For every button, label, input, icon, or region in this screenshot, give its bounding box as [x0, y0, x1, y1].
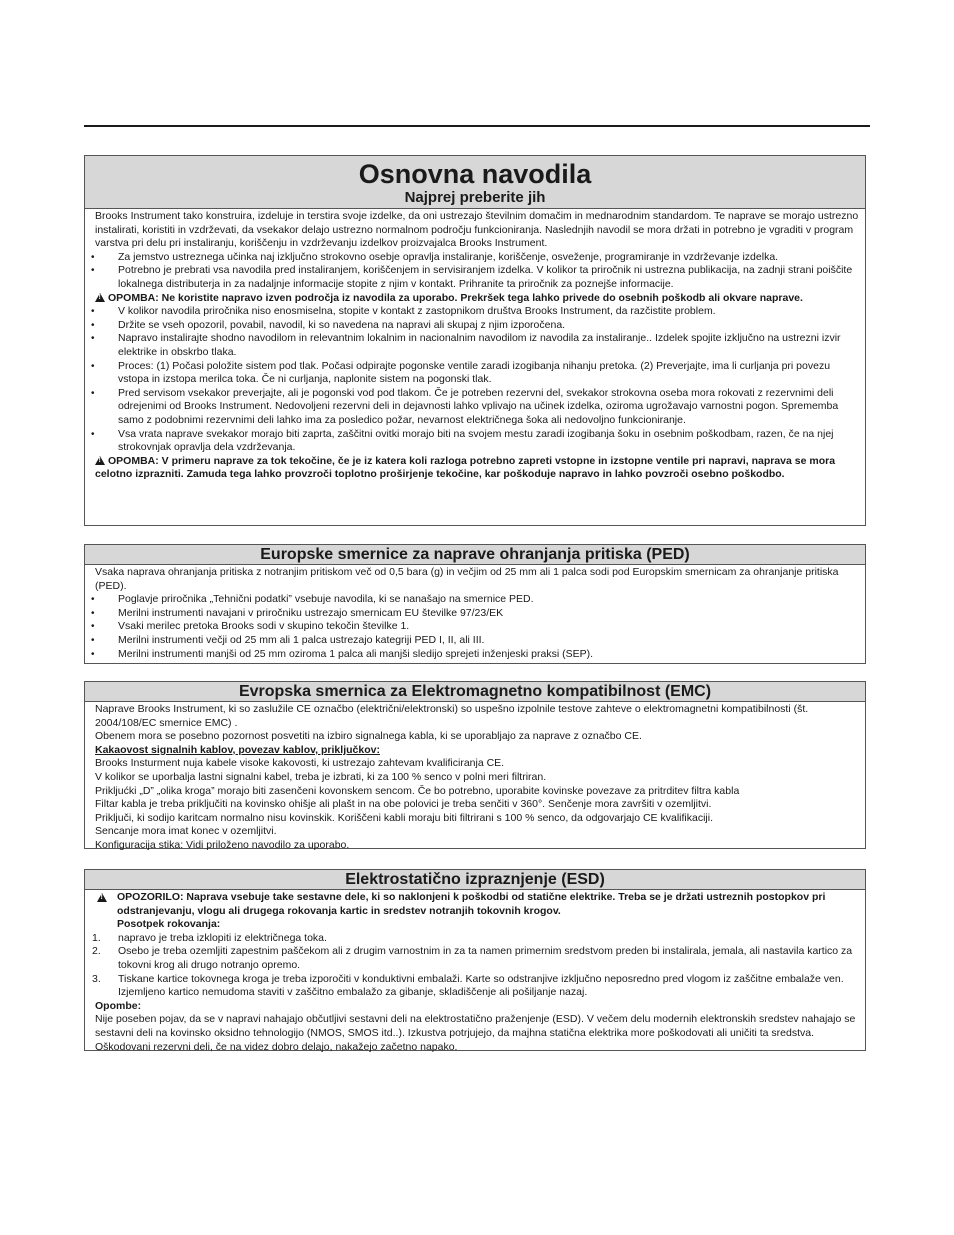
emc-box — [84, 681, 866, 849]
list-item: • Merilni instrumenti manjši od 25 mm oziroma 1 palca ali manjši sledijo sprejeti inženjeski praksi (SEP). — [91, 647, 594, 660]
page-subtitle: Najprej preberite jih — [404, 189, 546, 206]
list-item: 1. napravo je treba izklopiti iz električnega toka. — [92, 931, 327, 944]
warning-triangle-icon — [95, 456, 105, 465]
esd-title: Elektrostatično izpraznjenje (ESD) — [345, 871, 605, 888]
list-item: • Napravo instalirajte shodno navodilom in relevantnim lokalnim in nacionalnim navodilom iz navodila za instaliranje.. Izdelek spojite izključno na ustrezni izvir elektrike in obskrbo tlaka. — [91, 332, 841, 358]
warning-triangle-icon — [95, 293, 105, 302]
list-item: • Poglavje priročnika „Tehnični podatki” vsebuje navodila, ki se nanašajo na smernice PED. — [91, 593, 534, 606]
list-item: • Proces: (1) Počasi položite sistem pod tlak. Počasi odpirajte pogonske ventile zaradi izogibanja nihanju pretoka. (2) Preverjajte, ima li curljanja pri povezu vstopa in izstopa merilca toka. Če ni curljanja, naplonite sistem na pogonski tlak. — [91, 359, 831, 386]
emc-line: Priključi, ki sodijo karitcam normalno nisu kovinskik. Koriščeni kabli moraju biti filtrirani s 100 % senco, da odgovarjajo CE kvalifikaciji. — [95, 811, 713, 824]
emc-header — [85, 682, 865, 702]
esd-box — [84, 869, 866, 1051]
basic-instructions-body — [85, 209, 865, 484]
list-item: 3. Tiskane kartice tokovnega kroga je treba izporočiti v konduktivni embalaži. Karte so odstranjive izključno neposredno pred vlogom iz zaščitne embalaže ven. Izjemljeno kartico nemudoma staviti v zaščitno embalažo za gibanje, skladiščenje ali pošiljanje nazaj. — [92, 972, 844, 999]
note-caution-2: !OPOMBA: V primeru naprave za tok tekočine, če je iz katera koli razloga potrebno zapreti vstopne in izstopne ventile pri napravi, naprava se mora celotno izprazniti. Zamuda tega lahko provzroči toplotno proširjenje tekočine, kar poškoduje napravo in lahko povzroči osebno poškodbo. — [85, 455, 865, 482]
bullet-icon: • — [91, 306, 95, 318]
esd-procedure-label: Posotpek rokovanja: — [117, 918, 221, 931]
bullet-icon: • — [91, 594, 95, 606]
bullet-icon: • — [91, 634, 95, 646]
list-item: • Držite se vseh opozoril, povabil, navodil, ki so navedena na napravi ali skupaj z njim izporočena. — [91, 318, 566, 331]
emc-line: Filtar kabla je treba priključiti na kovinsko ohišje ali plašt in na obe polovici je treba senčiti v 360°. Senčenje mora završiti v ozemljitvi. — [95, 798, 712, 811]
esd-header — [85, 870, 865, 890]
bullet-icon: • — [91, 319, 95, 331]
ped-intro: Vsaka naprava ohranjanja pritiska z notranjim pritiskom več od 0,5 bara (g) in večjim od 25 mm ali 1 palca sodi pod Europskim smernicam za ohranjanje pritiska (PED). — [95, 566, 839, 592]
basic-intro: Brooks Instrument tako konstruira, izdeluje in terstira svoje izdelke, da oni ustrezajo številnim domačim in mednarodnim standardom. Te naprave se morajo ustrezno instalirati, koristiti in vzdrževati, da vsekakor delajo ustrezno normalnom področju funkcioniranja. Naslednjih navodil se mora držati in potrebno je vgraditi v program varstva pri delu pri instaliranju, koriščenju in vzdrževanju izdelkov proizvajalca Brooks Instrument. — [95, 210, 859, 250]
emc-title: Evropska smernica za Elektromagnetno kompatibilnost (EMC) — [238, 683, 712, 700]
emc-line: Brooks Insturment nuja kabele visoke kakovosti, ki ustrezajo zahtevam kvalificiranja CE. — [95, 757, 505, 770]
list-item: • V kolikor navodila priročnika niso enosmiselna, stopite v kontakt z zastopnikom društva Brooks Instrument, da razčistite problem. — [91, 305, 716, 318]
bullet-icon: • — [91, 251, 95, 263]
top-rule — [84, 125, 870, 127]
list-item: • Vsaki merilec pretoka Brooks sodi v skupino tekočin številke 1. — [91, 620, 410, 633]
esd-body — [85, 890, 865, 1056]
emc-line: Konfiguracija stika: Vidi priloženo navodilo za uporabo. — [95, 838, 350, 851]
emc-line: Prikljućki „D” „olika kroga” morajo biti zasenčeni kovonskem sencom. Če bo potrebno, uporabite kovinske povezave za pritrditev filtra kabla — [95, 784, 740, 797]
bullet-icon: • — [91, 387, 95, 399]
bullet-icon: • — [91, 648, 95, 660]
bullet-icon: • — [91, 360, 95, 372]
list-item: • Za jemstvo ustreznega učinka naj izključno strokovno osebje opravlja instaliranje, koriščenje, osveženje, programiranje in vzdrževanje izdelka. — [91, 250, 779, 263]
page-title: Osnovna navodila — [358, 159, 592, 189]
list-item: • Potrebno je prebrati vsa navodila pred instaliranjem, koriščenjem in servisiranjem izdelka. V kolikor ta priročnik ni ustrezna publikacija, na zadnji strani poiščite lokalnega distributerja in za nadaljnje informacije stopite z njim v kontakt. Prihranite ta priročnik za poznejše informacije. — [91, 264, 853, 290]
bullet-icon: • — [91, 333, 95, 345]
bullet-icon: • — [91, 428, 95, 440]
basic-instructions-header — [85, 156, 865, 209]
bullet-icon: • — [91, 607, 95, 619]
emc-subheading: Kakaovost signalnih kablov, povezav kablov, priključkov: — [95, 743, 380, 756]
list-item: • Vsa vrata naprave svekakor morajo biti zaprta, zaščitni ovitki morajo biti na svojem mestu zaradi izogibanja šoku in osebnim poškodbam, razen, če na njej strokovnjak opravlja dela vzdrževanja. — [91, 427, 834, 454]
esd-warning: ! OPOZORILO: Naprava vsebuje take sestavne dele, ki so naklonjeni k poškodbi od statične elektrike. Treba se je držati ustreznih postopkov pri odstranjevanju, vlogu ali drugega rokovanja kartic in sredstev notranjih tokovnih krogov. — [85, 891, 865, 918]
ped-header — [85, 545, 865, 565]
esd-notes-text: Nije poseben pojav, da se v napravi nahajajo občutljivi sestavni deli na elektrostatično praženjenje (ESD). V večem delu modernih elektronskih sredstev nahajajo se sestavni deli na kovinsko oksidno tehnologijo (NMOS, SMOS itd..). Izkustva potrjujejo, da majhna statična elektrika more poškodovati ali uničiti ta sredstva. Oškodovani rezervni deli, če na videz dobro delajo, nakažejo začetno napako. — [95, 1013, 856, 1053]
emc-line: Obenem mora se posebno pozornost posvetiti na izbiro signalnega kabla, ki se uporabljajo za naprave z označbo CE. — [95, 730, 642, 743]
bullet-icon: • — [91, 265, 95, 277]
ped-body — [85, 565, 865, 663]
note-caution-1: !OPOMBA: Ne koristite napravo izven področja iz navodila za uporabo. Prekršek tega lahko privede do osebnih poškodb ali okvare naprave. — [85, 292, 865, 306]
ped-title: Europske smernice za naprave ohranjanja pritiska (PED) — [260, 546, 690, 563]
warning-triangle-icon — [97, 893, 107, 902]
list-item: • Merilni instrumenti večji od 25 mm ali 1 palca ustrezajo kategriji PED I, II, ali III. — [91, 633, 485, 646]
esd-notes-label: Opombe: — [95, 999, 142, 1012]
list-item: • Merilni instrumenti navajani v priročniku ustrezajo smernicam EU številke 97/23/EK — [91, 606, 504, 619]
ped-box — [84, 544, 866, 664]
emc-line: V kolikor se uporbalja lastni signalni kabel, treba je izbrati, ki za 100 % senco v polni meri filtriran. — [95, 770, 547, 783]
list-item: 2. Osebo je treba ozemljiti zapestnim paščekom ali z drugim varnostnim in za ta namen primernim sredstvom preden bi instalirala, jemala, ali nastavila kartico za tokovni krog ali drugo notranjo opremo. — [92, 945, 853, 971]
basic-instructions-box — [84, 155, 866, 526]
emc-line: Naprave Brooks Instrument, ki so zaslužile CE označbo (električni/elektronski) so uspešno izpolnile testove zahteve o elektromagnetni kompatibilnosti (št. 2004/108/EC smernice EMC) . — [95, 703, 809, 729]
bullet-icon: • — [91, 621, 95, 633]
emc-line: Sencanje mora imat konec v ozemljitvi. — [95, 825, 277, 838]
emc-body — [85, 702, 865, 855]
list-item: • Pred servisom vsekakor preverjajte, ali je pogonski vod pod tlakom. Če je potreben rezervni del, svekakor strokovna oseba mora rokovati z rezervnimi deli odrejenimi od Brooks Instrument. Nedovoljeni rezervni deli in dejavnosti lahko vplivajo na učinek izdelka, oziroma ugrožavajo varnostni pogon. Sprememba samo z podobnimi rezervnimi deli lahko ima za posledico požar, nevarnost električnega šoka ali nedovoljno funkcioniranje. — [91, 386, 839, 426]
